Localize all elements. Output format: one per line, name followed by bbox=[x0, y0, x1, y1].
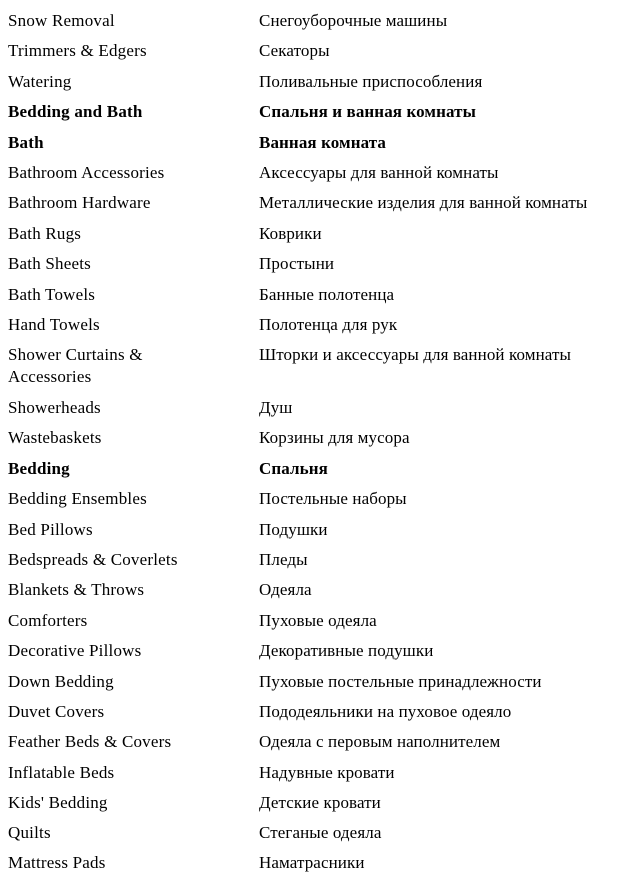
table-row bbox=[0, 792, 619, 822]
russian-term: Одеяла с перовым наполнителем bbox=[259, 732, 501, 751]
russian-term: Поливальные приспособления bbox=[259, 72, 483, 91]
russian-term: Детские кровати bbox=[259, 793, 381, 812]
english-term: Bath Sheets bbox=[8, 254, 91, 273]
russian-term: Банные полотенца bbox=[259, 285, 395, 304]
english-term: Bed Pillows bbox=[8, 520, 93, 539]
table-row bbox=[0, 671, 619, 701]
russian-term: Пледы bbox=[259, 550, 308, 569]
table-row bbox=[0, 344, 619, 396]
english-term: Bath Rugs bbox=[8, 224, 82, 243]
russian-term: Душ bbox=[259, 398, 293, 417]
table-row bbox=[0, 40, 619, 70]
table-row bbox=[0, 610, 619, 640]
table-row bbox=[0, 549, 619, 579]
table-row bbox=[0, 397, 619, 427]
english-term: Down Bedding bbox=[8, 672, 114, 691]
russian-term: Надувные кровати bbox=[259, 763, 395, 782]
russian-term: Стеганые одеяла bbox=[259, 823, 382, 842]
russian-term: Шторки и аксессуары для ванной комнаты bbox=[259, 345, 572, 364]
subsection-heading-row bbox=[0, 458, 619, 488]
english-term: Bedding Ensembles bbox=[8, 489, 147, 508]
english-term: Watering bbox=[8, 72, 72, 91]
russian-term: Снегоуборочные машины bbox=[259, 11, 448, 30]
english-term: Decorative Pillows bbox=[8, 641, 142, 660]
table-row bbox=[0, 314, 619, 344]
english-term: Feather Beds & Covers bbox=[8, 732, 172, 751]
english-term: Bathroom Accessories bbox=[8, 163, 165, 182]
table-row bbox=[0, 10, 619, 40]
english-term: Showerheads bbox=[8, 398, 101, 417]
table-row bbox=[0, 284, 619, 314]
english-heading: Bedding bbox=[8, 459, 70, 478]
english-term: Bedspreads & Coverlets bbox=[8, 550, 178, 569]
english-term: Duvet Covers bbox=[8, 702, 105, 721]
russian-term: Постельные наборы bbox=[259, 489, 407, 508]
russian-term: Аксессуары для ванной комнаты bbox=[259, 163, 499, 182]
english-term: Shower Curtains & Accessories bbox=[8, 345, 143, 386]
russian-heading: Ванная комната bbox=[259, 133, 387, 152]
english-term: Quilts bbox=[8, 823, 51, 842]
table-row bbox=[0, 427, 619, 457]
table-row bbox=[0, 701, 619, 731]
russian-term: Декоративные подушки bbox=[259, 641, 434, 660]
russian-term: Пуховые одеяла bbox=[259, 611, 377, 630]
russian-term: Секаторы bbox=[259, 41, 330, 60]
english-term: Kids' Bedding bbox=[8, 793, 108, 812]
table-row bbox=[0, 488, 619, 518]
table-row bbox=[0, 762, 619, 792]
russian-term: Подушки bbox=[259, 520, 328, 539]
table-row bbox=[0, 640, 619, 670]
english-term: Wastebaskets bbox=[8, 428, 102, 447]
english-term: Bathroom Hardware bbox=[8, 193, 151, 212]
russian-term: Полотенца для рук bbox=[259, 315, 398, 334]
russian-term: Одеяла bbox=[259, 580, 312, 599]
table-row bbox=[0, 71, 619, 101]
english-term: Inflatable Beds bbox=[8, 763, 115, 782]
table-row bbox=[0, 731, 619, 761]
russian-heading: Спальня и ванная комнаты bbox=[259, 102, 476, 121]
table-row bbox=[0, 822, 619, 852]
table-row bbox=[0, 223, 619, 253]
english-term: Snow Removal bbox=[8, 11, 115, 30]
table-row bbox=[0, 253, 619, 283]
table-row bbox=[0, 852, 619, 882]
russian-term: Пуховые постельные принадлежности bbox=[259, 672, 542, 691]
table-row bbox=[0, 192, 619, 222]
russian-term: Пододеяльники на пуховое одеяло bbox=[259, 702, 512, 721]
subsection-heading-row bbox=[0, 132, 619, 162]
section-heading-row bbox=[0, 101, 619, 131]
english-term: Mattress Pads bbox=[8, 853, 106, 872]
english-term: Comforters bbox=[8, 611, 88, 630]
table-row bbox=[0, 519, 619, 549]
english-heading: Bath bbox=[8, 133, 44, 152]
english-term: Bath Towels bbox=[8, 285, 96, 304]
english-heading: Bedding and Bath bbox=[8, 102, 143, 121]
russian-term: Простыни bbox=[259, 254, 335, 273]
english-term: Blankets & Throws bbox=[8, 580, 145, 599]
table-row bbox=[0, 162, 619, 192]
english-term: Trimmers & Edgers bbox=[8, 41, 147, 60]
english-term: Hand Towels bbox=[8, 315, 100, 334]
russian-term: Металлические изделия для ванной комнаты bbox=[259, 193, 588, 212]
table-row bbox=[0, 579, 619, 609]
russian-term: Наматрасники bbox=[259, 853, 365, 872]
russian-term: Корзины для мусора bbox=[259, 428, 410, 447]
russian-heading: Спальня bbox=[259, 459, 328, 478]
russian-term: Коврики bbox=[259, 224, 322, 243]
